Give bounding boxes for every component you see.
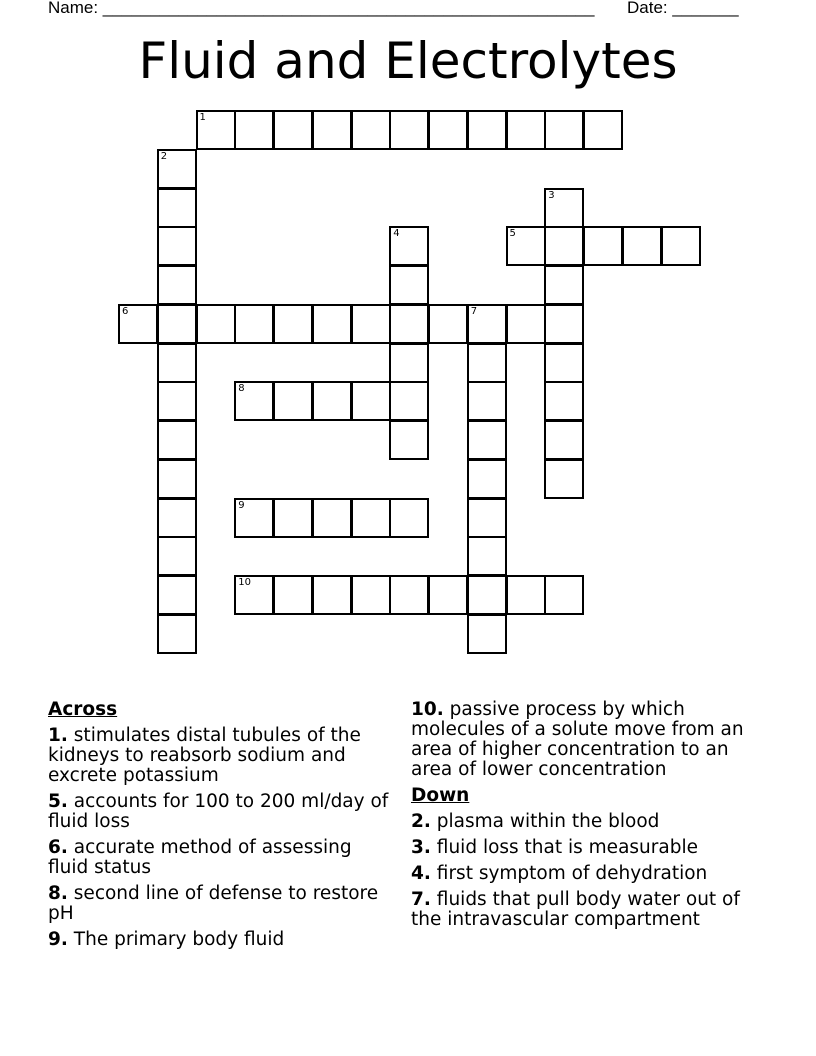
crossword-cell[interactable] [157,420,197,460]
crossword-cell[interactable] [312,304,352,344]
crossword-cell[interactable] [157,459,197,499]
crossword-cell[interactable] [234,110,274,150]
crossword-cell[interactable] [118,304,158,344]
crossword-cell[interactable] [506,575,546,615]
clues-column-left [48,700,393,956]
crossword-cell[interactable] [157,575,197,615]
clue-text: The primary body fluid [73,929,285,950]
crossword-cell[interactable] [467,459,507,499]
clue-number-label: 2 [160,150,168,162]
crossword-cell[interactable] [467,498,507,538]
crossword-cell[interactable] [234,575,274,615]
crossword-cell[interactable] [544,343,584,383]
crossword-cell[interactable] [351,381,391,421]
crossword-cell[interactable] [157,226,197,266]
crossword-cell[interactable] [544,110,584,150]
crossword-cell[interactable] [544,188,584,228]
crossword-cell[interactable] [157,498,197,538]
crossword-cell[interactable] [351,304,391,344]
crossword-cell[interactable] [544,420,584,460]
clue-number: 1. [48,725,68,746]
clue-text: second line of defense to restore pH [48,883,379,924]
clue-number: 4. [411,863,431,884]
clue-number-label: 7 [470,305,478,317]
down-heading: Down [411,785,470,806]
crossword-cell[interactable] [583,226,623,266]
crossword-cell[interactable] [273,381,313,421]
crossword-cell[interactable] [467,343,507,383]
crossword-cell[interactable] [544,265,584,305]
crossword-cell[interactable] [273,304,313,344]
crossword-cell[interactable] [467,420,507,460]
clue-text: fluid loss that is measurable [436,837,698,858]
crossword-cell[interactable] [234,304,274,344]
crossword-cell[interactable] [389,381,429,421]
crossword-cell[interactable] [544,381,584,421]
crossword-cell[interactable] [157,614,197,654]
across-clue-5 [48,792,393,832]
crossword-cell[interactable] [583,110,623,150]
crossword-cell[interactable] [506,304,546,344]
crossword-cell[interactable] [428,304,468,344]
crossword-cell[interactable] [157,149,197,189]
down-clue-3 [411,838,771,858]
crossword-cell[interactable] [544,304,584,344]
crossword-cell[interactable] [467,614,507,654]
crossword-cell[interactable] [312,498,352,538]
clue-number: 5. [48,791,68,812]
clue-text: stimulates distal tubules of the kidneys to reabsorb sodium and excrete potassium [48,725,361,786]
crossword-cell[interactable] [544,226,584,266]
crossword-cell[interactable] [622,226,662,266]
crossword-cell[interactable] [389,226,429,266]
crossword-cell[interactable] [428,110,468,150]
crossword-cell[interactable] [428,575,468,615]
down-clue-4 [411,864,771,884]
clue-number-label: 10 [238,577,251,588]
clue-number-label: 1 [199,112,206,123]
page-title: Fluid and Electrolytes [138,32,678,90]
clues-column-right [411,700,771,936]
crossword-cell[interactable] [506,110,546,150]
clue-number-label: 8 [238,383,245,395]
clue-text: accounts for 100 to 200 ml/day of fluid loss [48,791,389,832]
crossword-cell[interactable] [196,304,236,344]
clue-number-label: 3 [548,189,555,201]
crossword-cell[interactable] [544,459,584,499]
crossword-cell[interactable] [389,575,429,615]
crossword-cell[interactable] [544,575,584,615]
crossword-cell[interactable] [467,304,507,344]
date-field-label: Date: _______ [627,0,739,17]
across-clue-9 [48,930,393,950]
down-clue-2 [411,812,771,832]
crossword-cell[interactable] [234,381,274,421]
crossword-cell[interactable] [157,304,197,344]
crossword-cell[interactable] [312,381,352,421]
crossword-cell[interactable] [351,110,391,150]
crossword-cell[interactable] [157,381,197,421]
clue-number: 2. [411,811,431,832]
crossword-cell[interactable] [273,575,313,615]
name-field-label: Name: ____________________________________________________ [48,0,595,17]
clue-text: fluids that pull body water out of the intravascular compartment [411,889,740,930]
across-clue-8 [48,884,393,924]
crossword-cell[interactable] [661,226,701,266]
crossword-cell[interactable] [467,381,507,421]
crossword-cell[interactable] [312,575,352,615]
crossword-cell[interactable] [312,110,352,150]
crossword-cell[interactable] [273,110,313,150]
crossword-cell[interactable] [389,110,429,150]
crossword-cell[interactable] [389,343,429,383]
across-clue-6 [48,838,393,878]
clue-number-label: 5 [509,228,516,240]
crossword-cell[interactable] [467,536,507,576]
clue-number: 3. [411,837,431,858]
crossword-cell[interactable] [389,304,429,344]
crossword-cell[interactable] [157,536,197,576]
clue-text: first symptom of dehydration [436,863,708,884]
crossword-cell[interactable] [157,343,197,383]
clue-number-label: 6 [122,305,129,317]
clue-text: plasma within the blood [436,811,660,832]
crossword-cell[interactable] [157,265,197,305]
crossword-cell[interactable] [273,498,313,538]
clue-number: 10. [411,699,444,720]
crossword-cell[interactable] [351,575,391,615]
crossword-cell[interactable] [467,575,507,615]
clue-text: passive process by which molecules of a solute move from an area of higher concentration to an area of lower concentration [411,699,744,780]
crossword-cell[interactable] [234,498,274,538]
clue-text: accurate method of assessing fluid status [48,837,352,878]
crossword-cell[interactable] [389,265,429,305]
clue-number-label: 4 [393,228,400,240]
across-clue-10 [411,700,771,780]
clue-number: 9. [48,929,68,950]
down-clue-7 [411,890,771,930]
across-clue-1 [48,726,393,786]
clue-number-label: 9 [238,499,245,511]
crossword-cell[interactable] [196,110,236,150]
crossword-cell[interactable] [467,110,507,150]
crossword-cell[interactable] [506,226,546,266]
crossword-cell[interactable] [351,498,391,538]
crossword-cell[interactable] [389,498,429,538]
clue-number: 7. [411,889,431,910]
crossword-cell[interactable] [157,188,197,228]
clue-number: 6. [48,837,68,858]
crossword-cell[interactable] [389,420,429,460]
across-heading: Across [48,699,118,720]
clue-number: 8. [48,883,68,904]
